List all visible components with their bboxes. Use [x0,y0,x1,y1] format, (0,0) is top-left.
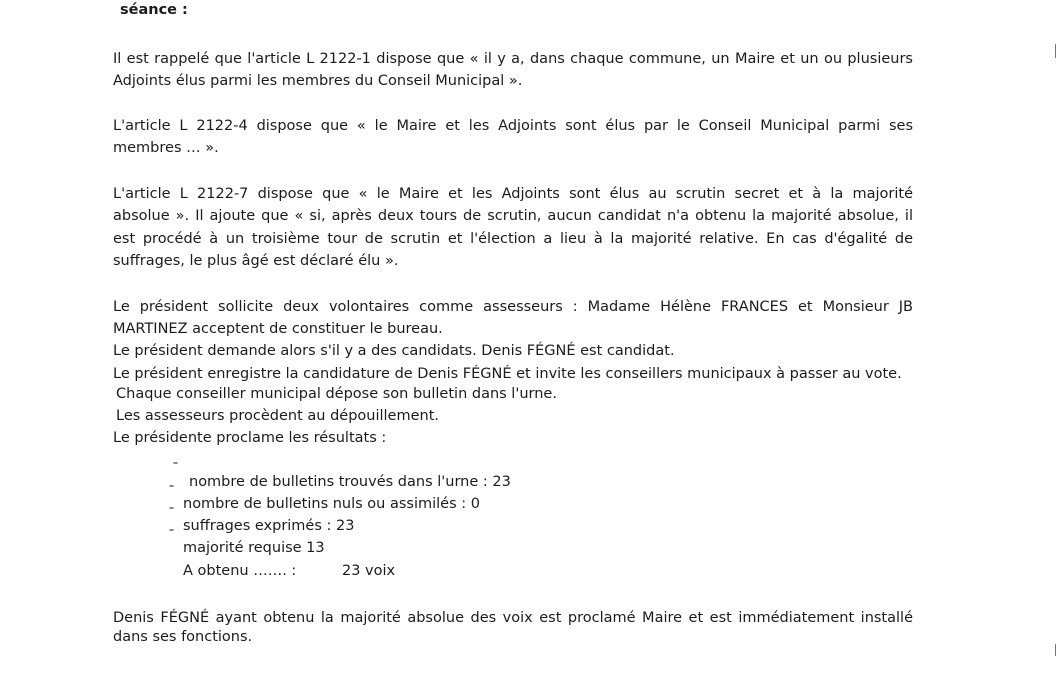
paragraph-line: est procédé à un troisième tour de scrutin et l'élection a lieu à la majorité relative. En cas d'égalité de [113,231,913,247]
paragraph-line: Le présidente proclame les résultats : [113,430,387,446]
obtained-row [183,561,396,581]
obtained-votes: 23 voix [342,563,396,579]
result-item: majorité requise 13 [183,540,325,556]
list-dash: ¯ [168,528,175,544]
paragraph-line: Les assesseurs procèdent au dépouillement. [116,408,440,424]
conclusion-line: Denis FÉGNÉ ayant obtenu la majorité absolue des voix est proclamé Maire et est immédiatement installé [113,610,913,626]
paragraph-line: Le président sollicite deux volontaires comme assesseurs : Madame Hélène FRANCES et Monsieur JB [113,299,913,315]
paragraph-line: Adjoints élus parmi les membres du Conseil Municipal ». [113,73,523,89]
paragraph-line: Le président enregistre la candidature de Denis FÉGNÉ et invite les conseillers municipaux à passer au vote. [113,366,902,382]
scan-edge-mark [1055,44,1056,58]
paragraph-line: MARTINEZ acceptent de constituer le bureau. [113,321,443,337]
section-heading: séance : [120,2,188,18]
paragraph-line: L'article L 2122-4 dispose que « le Maire et les Adjoints sont élus par le Conseil Municipal parmi ses [113,118,913,134]
paragraph-line: L'article L 2122-7 dispose que « le Maire et les Adjoints sont élus au scrutin secret et à la majorité [113,186,913,202]
list-dash: ¯ [168,506,175,522]
result-item: nombre de bulletins nuls ou assimilés : 0 [183,496,480,512]
list-dash: ¯ [168,484,175,500]
obtained-label: A obtenu ……. : [183,563,297,579]
paragraph-line: Chaque conseiller municipal dépose son bulletin dans l'urne. [116,386,557,402]
paragraph-line: Il est rappelé que l'article L 2122-1 dispose que « il y a, dans chaque commune, un Maire et un ou plusieurs [113,51,913,67]
result-item: nombre de bulletins trouvés dans l'urne : 23 [189,474,511,490]
scan-edge-mark [1055,644,1056,656]
result-item: suffrages exprimés : 23 [183,518,355,534]
paragraph-line: membres … ». [113,140,219,156]
list-dash: ¯ [172,461,179,477]
paragraph-line: suffrages, le plus âgé est déclaré élu ». [113,253,399,269]
paragraph-line: Le président demande alors s'il y a des candidats. Denis FÉGNÉ est candidat. [113,343,675,359]
paragraph-line: absolue ». Il ajoute que « si, après deux tours de scrutin, aucun candidat n'a obtenu la majorité absolue, il [113,208,913,224]
conclusion-line: dans ses fonctions. [113,629,253,645]
